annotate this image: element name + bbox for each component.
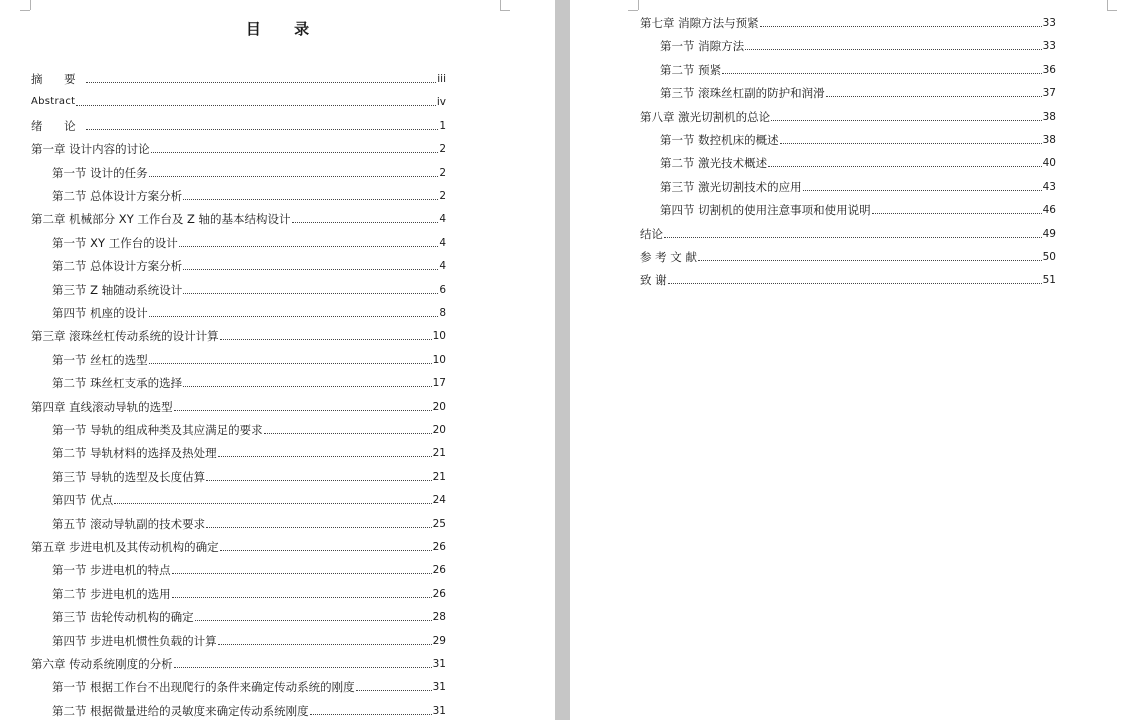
toc-chapter-entry[interactable] (31, 71, 446, 87)
toc-entry-label: 第三节 齿轮传动机构的确定 (52, 610, 194, 625)
toc-dot-leader (151, 152, 439, 153)
toc-dot-leader (803, 190, 1042, 191)
toc-entry-label: 第八章 激光切割机的总论 (640, 109, 771, 124)
toc-section-entry[interactable] (52, 633, 446, 649)
toc-entry-label: 第一节 丝杠的选型 (52, 352, 148, 367)
toc-page-number: 43 (1042, 180, 1056, 193)
toc-page-number: 51 (1042, 274, 1056, 287)
toc-section-entry[interactable] (660, 62, 1056, 78)
toc-entry-label: 第二节 步进电机的选用 (52, 586, 171, 601)
crop-mark (500, 10, 510, 11)
toc-dot-leader (220, 339, 432, 340)
toc-entry-label: 第四节 机座的设计 (52, 306, 148, 320)
toc-page-number: 46 (1042, 204, 1056, 217)
toc-entry-label: 第三章 滚珠丝杠传动系统的设计计算 (31, 329, 219, 344)
toc-dot-leader (356, 690, 432, 691)
crop-mark (1107, 10, 1117, 11)
toc-section-entry[interactable] (660, 132, 1056, 148)
toc-chapter-entry[interactable] (31, 328, 446, 344)
toc-page-number: 20 (432, 424, 446, 436)
toc-chapter-entry[interactable] (31, 118, 446, 134)
toc-page-number: iv (436, 96, 446, 109)
document-page-right (570, 0, 1121, 720)
toc-entry-label: 第四节 切割机的使用注意事项和使用说明 (660, 203, 871, 218)
toc-page-number: 21 (432, 470, 446, 483)
toc-section-entry[interactable] (52, 679, 446, 695)
toc-entry-label: 致 谢 (640, 273, 667, 288)
toc-entry-label: 第六章 传动系统刚度的分析 (31, 657, 173, 671)
toc-page-number: 26 (432, 564, 446, 577)
toc-entry-label: 参 考 文 献 (640, 250, 697, 264)
toc-section-entry[interactable] (660, 38, 1056, 54)
toc-dot-leader (771, 120, 1041, 121)
toc-dot-leader (780, 143, 1042, 144)
toc-section-entry[interactable] (660, 202, 1056, 218)
toc-page-number: 31 (432, 658, 446, 670)
toc-page-number: 33 (1042, 40, 1056, 53)
toc-section-entry[interactable] (52, 469, 446, 485)
toc-entry-label: 第一节 根据工作台不出现爬行的条件来确定传动系统的刚度 (52, 680, 355, 695)
document-page-left (0, 0, 555, 720)
toc-dot-leader (172, 573, 432, 574)
toc-entry-label: 第一节 消隙方法 (660, 39, 745, 54)
toc-section-entry[interactable] (660, 179, 1056, 195)
toc-page-number: 10 (432, 330, 446, 343)
toc-entry-label: 第二节 总体设计方案分析 (52, 259, 183, 274)
toc-page-number: 31 (432, 704, 446, 717)
toc-entry-label: 第一章 设计内容的讨论 (31, 142, 150, 157)
toc-dot-leader (218, 456, 432, 457)
toc-section-entry[interactable] (52, 703, 446, 719)
toc-dot-leader (183, 386, 431, 387)
toc-section-entry[interactable] (52, 586, 446, 602)
toc-page-number: 38 (1042, 110, 1056, 123)
toc-section-entry[interactable] (52, 422, 446, 438)
toc-entry-label: 第二节 根据微量进给的灵敏度来确定传动系统刚度 (52, 703, 309, 718)
toc-page-number: 33 (1042, 17, 1056, 29)
toc-dot-leader (149, 316, 439, 317)
toc-section-entry[interactable] (52, 258, 446, 274)
toc-dot-leader (872, 213, 1042, 214)
toc-page-number: 4 (439, 260, 446, 273)
toc-chapter-entry[interactable] (31, 94, 446, 110)
crop-mark (638, 0, 639, 10)
toc-dot-leader (86, 82, 437, 83)
toc-page-number: 36 (1042, 63, 1056, 76)
toc-page-number: 1 (439, 119, 446, 132)
toc-dot-leader (183, 293, 438, 294)
toc-page-number: 24 (432, 494, 446, 507)
crop-mark (20, 10, 30, 11)
toc-page-number: 50 (1042, 251, 1056, 263)
toc-section-entry[interactable] (52, 609, 446, 625)
toc-section-entry[interactable] (52, 352, 446, 368)
toc-dot-leader (183, 269, 438, 270)
toc-dot-leader (76, 105, 435, 106)
toc-page-number: 8 (439, 307, 446, 319)
toc-dot-leader (745, 49, 1041, 50)
toc-chapter-entry[interactable] (640, 109, 1056, 125)
toc-dot-leader (826, 96, 1042, 97)
toc-entry-label: 第三节 激光切割技术的应用 (660, 179, 802, 194)
toc-page-number: 26 (432, 587, 446, 600)
toc-dot-leader (722, 73, 1041, 74)
toc-entry-label: 第一节 步进电机的特点 (52, 563, 171, 578)
toc-entry-label: 第五节 滚动导轨副的技术要求 (52, 516, 206, 531)
toc-dot-leader (668, 283, 1042, 284)
toc-dot-leader (206, 480, 431, 481)
toc-dot-leader (206, 527, 431, 528)
toc-dot-leader (310, 714, 432, 715)
toc-section-entry[interactable] (660, 85, 1056, 101)
toc-page-number: 2 (439, 190, 446, 202)
toc-entry-label: 第五章 步进电机及其传动机构的确定 (31, 540, 219, 554)
toc-section-entry[interactable] (52, 516, 446, 532)
toc-entry-label: 第二节 总体设计方案分析 (52, 189, 183, 203)
toc-entry-label: 第二节 导轨材料的选择及热处理 (52, 446, 217, 461)
toc-page-number: 31 (432, 681, 446, 694)
toc-section-entry[interactable] (52, 165, 446, 181)
toc-dot-leader (220, 550, 432, 551)
toc-dot-leader (698, 260, 1042, 261)
toc-page-number: iii (437, 73, 446, 85)
toc-section-entry[interactable] (52, 492, 446, 508)
crop-mark (1107, 0, 1108, 10)
toc-entry-label: 第四节 优点 (52, 493, 114, 508)
toc-page-number: 10 (432, 353, 446, 366)
toc-entry-label: 绪 论 (31, 118, 85, 133)
toc-page-number: 40 (1042, 157, 1056, 170)
toc-entry-label: 第三节 导轨的选型及长度估算 (52, 469, 206, 484)
toc-dot-leader (174, 410, 432, 411)
toc-chapter-entry[interactable] (640, 272, 1056, 288)
toc-dot-leader (768, 166, 1041, 167)
toc-title: 目 录 (245, 20, 324, 38)
toc-section-entry[interactable] (52, 188, 446, 204)
toc-section-entry[interactable] (52, 375, 446, 391)
toc-entry-label: 第三节 滚珠丝杠副的防护和润滑 (660, 86, 825, 101)
toc-entry-label: 第三节 Z 轴随动系统设计 (52, 282, 183, 297)
toc-chapter-entry[interactable] (31, 141, 446, 157)
toc-section-entry[interactable] (52, 282, 446, 298)
toc-page-number: 2 (439, 166, 446, 179)
toc-page-number: 4 (439, 236, 446, 249)
toc-section-entry[interactable] (52, 305, 446, 321)
toc-entry-label: 第四章 直线滚动导轨的选型 (31, 399, 173, 414)
toc-dot-leader (86, 129, 439, 130)
toc-chapter-entry[interactable] (640, 15, 1056, 31)
toc-dot-leader (149, 363, 432, 364)
toc-entry-label: 第二节 预紧 (660, 62, 722, 77)
toc-entry-label: 第二章 机械部分 XY 工作台及 Z 轴的基本结构设计 (31, 212, 291, 227)
toc-section-entry[interactable] (660, 155, 1056, 171)
toc-page-number: 20 (432, 400, 446, 413)
toc-dot-leader (218, 644, 432, 645)
toc-section-entry[interactable] (52, 562, 446, 578)
toc-page-number: 17 (432, 377, 446, 390)
toc-dot-leader (195, 620, 432, 621)
toc-page-number: 26 (432, 541, 446, 553)
toc-entry-label: 摘 要 (31, 72, 85, 86)
toc-dot-leader (760, 26, 1042, 27)
crop-mark (30, 0, 31, 10)
toc-page-number: 6 (439, 283, 446, 296)
toc-entry-label: 第一节 设计的任务 (52, 165, 148, 180)
toc-entry-label: Abstract (31, 96, 76, 108)
toc-chapter-entry[interactable] (31, 211, 446, 227)
toc-dot-leader (114, 503, 431, 504)
toc-chapter-entry[interactable] (31, 399, 446, 415)
toc-page-number: 38 (1042, 134, 1056, 146)
toc-chapter-entry[interactable] (640, 249, 1056, 265)
toc-dot-leader (292, 222, 439, 223)
toc-entry-label: 第一节 XY 工作台的设计 (52, 235, 178, 250)
toc-entry-label: 第二节 激光技术概述 (660, 156, 768, 171)
toc-page-number: 21 (432, 447, 446, 460)
toc-dot-leader (174, 667, 432, 668)
toc-dot-leader (172, 597, 432, 598)
toc-dot-leader (183, 199, 438, 200)
toc-page-number: 28 (432, 611, 446, 624)
toc-page-number: 4 (439, 213, 446, 226)
toc-page-number: 37 (1042, 87, 1056, 100)
toc-dot-leader (149, 176, 439, 177)
toc-entry-label: 第四节 步进电机惯性负载的计算 (52, 633, 217, 648)
toc-chapter-entry[interactable] (31, 656, 446, 672)
toc-dot-leader (664, 237, 1042, 238)
toc-page-number: 49 (1042, 227, 1056, 240)
crop-mark (500, 0, 501, 10)
crop-mark (628, 10, 638, 11)
toc-chapter-entry[interactable] (31, 539, 446, 555)
toc-page-number: 2 (439, 143, 446, 156)
toc-entry-label: 第二节 珠丝杠支承的选择 (52, 376, 183, 391)
toc-entry-label: 第一节 导轨的组成种类及其应满足的要求 (52, 423, 263, 437)
toc-section-entry[interactable] (52, 445, 446, 461)
toc-chapter-entry[interactable] (640, 226, 1056, 242)
toc-entry-label: 结论 (640, 226, 663, 241)
toc-entry-label: 第一节 数控机床的概述 (660, 133, 779, 147)
toc-section-entry[interactable] (52, 235, 446, 251)
toc-entry-label: 第七章 消隙方法与预紧 (640, 16, 759, 30)
toc-page-number: 25 (432, 517, 446, 530)
toc-dot-leader (264, 433, 432, 434)
toc-page-number: 29 (432, 634, 446, 647)
toc-dot-leader (179, 246, 439, 247)
